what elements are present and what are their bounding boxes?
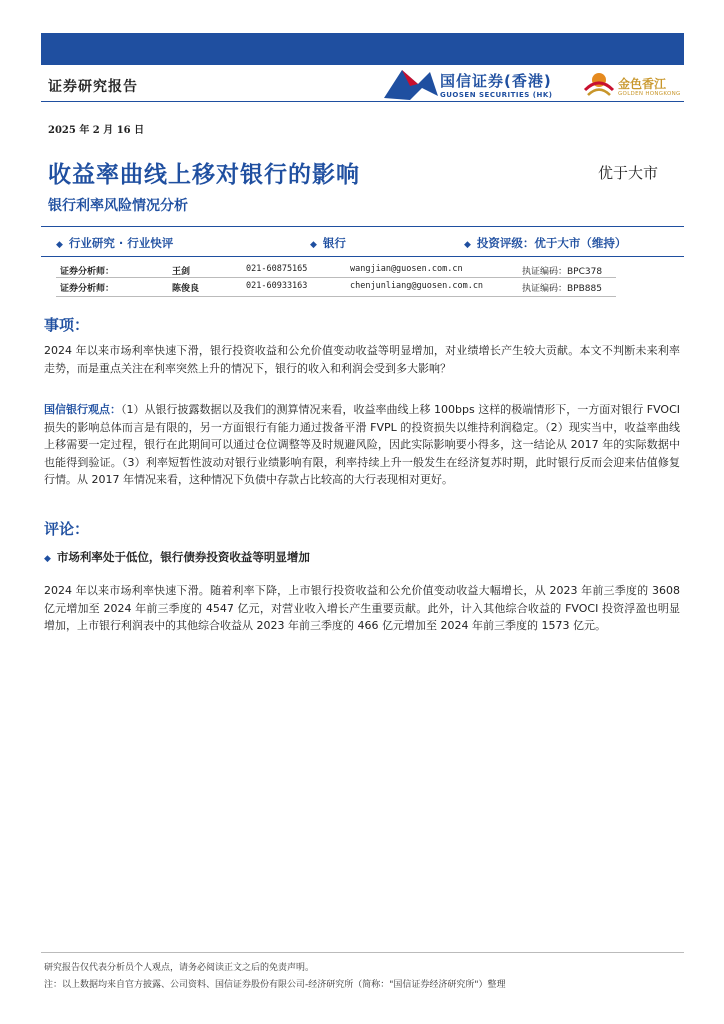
header-divider — [41, 101, 684, 102]
report-date: 2025 年 2 月 16 日 — [48, 125, 145, 136]
footer-note: 注：以上数据均来自官方披露、公司资料、国信证券股份有限公司-经济研究所（简称："国信证券经济研究所"）整理 — [44, 980, 506, 990]
golden-hk-logo-english: GOLDEN HONGKONG — [618, 91, 681, 97]
footer-disclaimer: 研究报告仅代表分析员个人观点，请务必阅读正文之后的免责声明。 — [44, 963, 315, 973]
event-heading: 事项： — [44, 316, 90, 334]
event-paragraph: 2024 年以来市场利率快速下滑，银行投资收益和公允价值变动收益等明显增加，对业绩增长产生较大贡献。本文不判断未来利率走势，而是重点关注在利率突然上升的情况下，银行的收入和利润会受到多大影响？ — [44, 344, 680, 375]
tags-top-divider — [41, 226, 684, 227]
diamond-icon: ◆ — [464, 240, 471, 250]
golden-hk-logo-text: 金色香江 — [618, 77, 667, 91]
golden-hk-logo-icon — [582, 66, 616, 100]
footer-divider — [41, 952, 684, 953]
tag-category: ◆ 行业研究 · 行业快评 — [56, 236, 174, 250]
view-text: （1）从银行披露数据以及我们的测算情况来看，收益率曲线上移 100bps 这样的极端情形下，一方面对银行 FVOCI 损失的影响总体而言是有限的，另一方面银行有能力通过拨备平滑 FVPL 的投资损失以维持利润稳定。（2）现实当中，收益率曲线上移需要一定过程，银行在此期间可以通过仓位调整等及时规避风险，因此实际影响要小得多，这一结论从 2017 年的实际数据中也能得到验证。（3）利率短暂性波动对银行业绩影响有限，利率持续上升一般发生在经济复苏时期，此时银行反而会迎来估值修复行情。从 2017 年情况来看，这种情况下负债中存款占比较高的大行表现相对更好。 — [44, 403, 681, 486]
tag-sector: ◆ 银行 — [310, 236, 346, 250]
guosen-logo-english: GUOSEN SECURITIES (HK) — [440, 91, 553, 99]
section-bullet-heading: ◆ 市场利率处于低位，银行债券投资收益等明显增加 — [44, 550, 310, 564]
comment-paragraph: 2024 年以来市场利率快速下滑。随着利率下降，上市银行投资收益和公允价值变动收益大幅增长，从 2023 年前三季度的 3608 亿元增加至 2024 年前三季度的 4547 亿元，对营业收入增长产生重要贡献。此外，计入其他综合收益的 FVOCI 投资浮盈也明显增加，上市银行利润表中的其他综合收益从 2023 年前三季度的 466 亿元增加至 2024 年前三季度的 1573 亿元。 — [44, 584, 680, 632]
analyst-divider — [56, 296, 616, 297]
diamond-icon: ◆ — [56, 240, 63, 250]
page-subtitle: 银行利率风险情况分析 — [48, 198, 188, 214]
view-lead: 国信银行观点： — [44, 403, 122, 416]
top-banner — [41, 33, 684, 65]
tags-bottom-divider — [41, 256, 684, 257]
view-paragraph — [44, 401, 680, 489]
analyst-divider — [56, 277, 616, 278]
page-title: 收益率曲线上移对银行的影响 — [48, 162, 360, 188]
comment-heading: 评论： — [44, 520, 90, 538]
diamond-icon: ◆ — [310, 240, 317, 250]
diamond-icon: ◆ — [44, 554, 51, 564]
tag-rating: ◆ 投资评级：优于大市（维持） — [464, 236, 627, 250]
guosen-logo-text: 国信证券(香港) — [440, 72, 552, 90]
rating-label: 优于大市 — [598, 164, 659, 182]
report-type-label: 证券研究报告 — [48, 79, 138, 95]
